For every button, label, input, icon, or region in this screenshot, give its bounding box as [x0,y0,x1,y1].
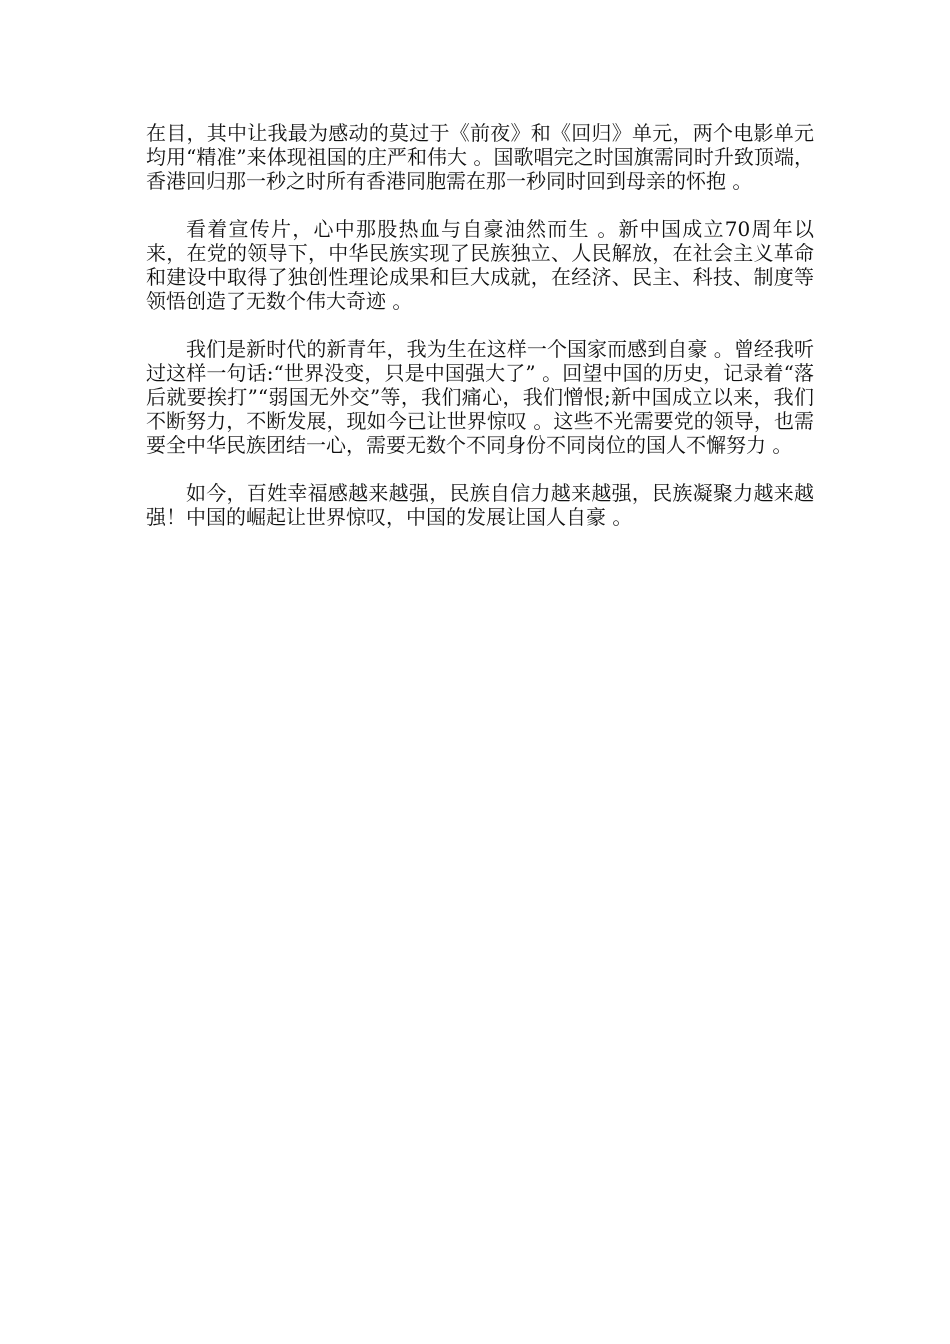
paragraph-1: 在目，其中让我最为感动的莫过于《前夜》和《回归》单元，两个电影单元均用“精准”来体现祖国的庄严和伟大 。国歌唱完之时国旗需同时升致顶端，香港回归那一秒之时所有香港同胞需在那一秒同时回到母亲的怀抱 。 [146,121,814,193]
document-body [146,121,814,553]
paragraph-3: 我们是新时代的新青年，我为生在这样一个国家而感到自豪 。曾经我听过这样一句话:“世界没变，只是中国强大了” 。回望中国的历史，记录着“落后就要挨打”“弱国无外交”等，我们痛心，我们憎恨;新中国成立以来，我们不断努力，不断发展，现如今已让世界惊叹 。这些不光需要党的领导，也需要全中华民族团结一心，需要无数个不同身份不同岗位的国人不懈努力 。 [146,337,814,457]
paragraph-4: 如今，百姓幸福感越来越强，民族自信力越来越强，民族凝聚力越来越强！中国的崛起让世界惊叹，中国的发展让国人自豪 。 [146,481,814,529]
paragraph-2: 看着宣传片，心中那股热血与自豪油然而生 。新中国成立70周年以来，在党的领导下，中华民族实现了民族独立、人民解放，在社会主义革命和建设中取得了独创性理论成果和巨大成就，在经济、民主、科技、制度等领悟创造了无数个伟大奇迹 。 [146,217,814,313]
